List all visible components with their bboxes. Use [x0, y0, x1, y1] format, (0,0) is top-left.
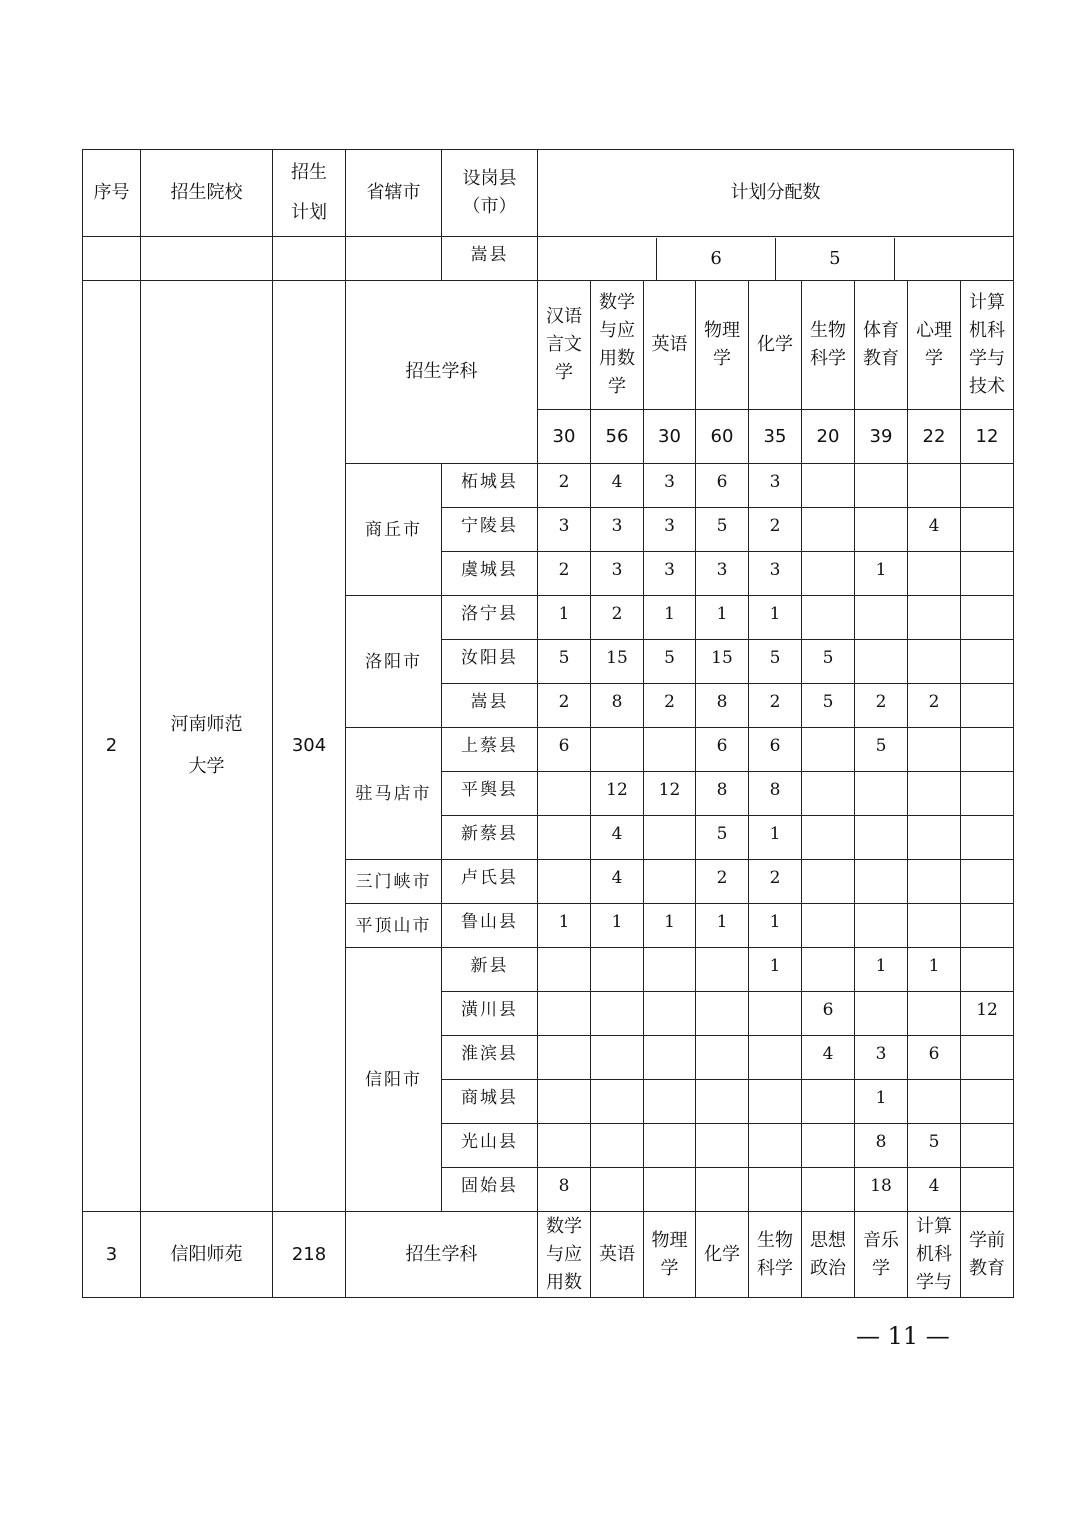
allocation-value [908, 992, 961, 1036]
allocation-value: 5 [644, 640, 696, 684]
allocation-value: 3 [644, 508, 696, 552]
allocation-value [644, 1124, 696, 1168]
allocation-value: 2 [538, 464, 591, 508]
subject-line: 化学 [704, 1243, 740, 1265]
allocation-value: 1 [855, 1080, 908, 1124]
allocation-value [591, 1168, 644, 1212]
county-cell: 汝阳县 [442, 640, 538, 684]
allocation-value [644, 1080, 696, 1124]
subject-line: 计算 [916, 1215, 952, 1237]
subject-line: 化学 [757, 334, 793, 355]
subject-line: 教育 [863, 348, 899, 369]
allocation-value [908, 552, 961, 596]
school2-subject-label: 招生学科 [346, 281, 538, 464]
allocation-value: 5 [696, 816, 749, 860]
allocation-value: 1 [749, 596, 802, 640]
allocation-value [749, 1168, 802, 1212]
school2-seq: 2 [83, 281, 141, 1212]
allocation-value [591, 728, 644, 772]
subject-line: 学 [660, 1257, 679, 1279]
allocation-value: 8 [696, 772, 749, 816]
allocation-value [538, 1036, 591, 1080]
subject-line: 学 [713, 348, 731, 369]
school3-row [83, 1212, 1014, 1298]
allocation-value [538, 772, 591, 816]
school2-subject-row [83, 281, 1014, 410]
header-seq: 序号 [83, 150, 141, 237]
allocation-value [538, 992, 591, 1036]
school3-subject-label: 招生学科 [346, 1212, 538, 1298]
subject-line: 计算 [969, 292, 1005, 313]
allocation-value: 4 [908, 1168, 961, 1212]
subject-header [855, 1212, 908, 1298]
subject-line: 思想 [810, 1229, 846, 1251]
allocation-value: 6 [696, 728, 749, 772]
subject-line: 物理 [651, 1229, 688, 1251]
allocation-value [855, 992, 908, 1036]
subject-line: 学与 [916, 1271, 952, 1293]
allocation-value: 4 [591, 860, 644, 904]
allocation-value: 2 [855, 684, 908, 728]
allocation-value: 4 [802, 1036, 855, 1080]
subject-total: 12 [961, 410, 1014, 464]
subject-line: 英语 [651, 334, 688, 355]
subject-total: 22 [908, 410, 961, 464]
subject-line: 与应 [599, 320, 635, 341]
subject-line: 学与 [969, 348, 1005, 369]
header-county-line2: （市） [462, 196, 517, 217]
allocation-value [855, 860, 908, 904]
allocation-value [802, 772, 855, 816]
school3-plan: 218 [273, 1212, 346, 1298]
subject-total: 35 [749, 410, 802, 464]
carryover-county: 嵩县 [442, 237, 538, 281]
carryover-school-cell [141, 237, 273, 281]
subject-line: 技术 [969, 376, 1005, 397]
subject-line: 体育 [863, 320, 899, 341]
allocation-value: 4 [591, 464, 644, 508]
subject-header [538, 281, 591, 410]
allocation-value [961, 816, 1014, 860]
allocation-value: 6 [696, 464, 749, 508]
allocation-value: 3 [749, 552, 802, 596]
city-cell: 平顶山市 [346, 904, 442, 948]
carryover-row [83, 237, 1014, 281]
allocation-value: 1 [538, 904, 591, 948]
county-cell: 嵩县 [442, 684, 538, 728]
allocation-value [538, 860, 591, 904]
allocation-value: 1 [749, 904, 802, 948]
header-city: 省辖市 [346, 150, 442, 237]
allocation-value: 5 [749, 640, 802, 684]
allocation-value [961, 464, 1014, 508]
allocation-value: 4 [591, 816, 644, 860]
page-number: — 11 — [856, 1322, 950, 1350]
subject-line: 用数 [546, 1271, 582, 1293]
allocation-value: 1 [749, 816, 802, 860]
allocation-value: 6 [802, 992, 855, 1036]
county-cell: 淮滨县 [442, 1036, 538, 1080]
subject-header [961, 281, 1014, 410]
allocation-value [802, 860, 855, 904]
allocation-value [696, 1036, 749, 1080]
allocation-value [908, 640, 961, 684]
header-plan-line2: 计划 [291, 202, 327, 223]
subject-line: 英语 [599, 1243, 635, 1265]
allocation-value: 18 [855, 1168, 908, 1212]
allocation-value [908, 728, 961, 772]
school2-name [141, 281, 273, 1212]
allocation-value [908, 596, 961, 640]
allocation-value: 3 [644, 464, 696, 508]
subject-header [696, 281, 749, 410]
subject-line: 与应 [546, 1243, 582, 1265]
subject-line: 机科 [916, 1243, 952, 1265]
allocation-value [855, 640, 908, 684]
allocation-value: 1 [696, 596, 749, 640]
allocation-value: 12 [961, 992, 1014, 1036]
subject-line: 政治 [810, 1257, 846, 1279]
subject-total: 39 [855, 410, 908, 464]
allocation-value: 3 [538, 508, 591, 552]
county-cell: 光山县 [442, 1124, 538, 1168]
subject-header [644, 1212, 696, 1298]
header-allocation: 计划分配数 [538, 150, 1014, 237]
allocation-value [908, 464, 961, 508]
allocation-value [855, 596, 908, 640]
allocation-value [538, 816, 591, 860]
subject-line: 心理 [916, 320, 952, 341]
county-cell: 平舆县 [442, 772, 538, 816]
allocation-value [538, 1124, 591, 1168]
subject-header [749, 281, 802, 410]
allocation-value: 1 [644, 904, 696, 948]
allocation-value [802, 1080, 855, 1124]
allocation-value: 2 [644, 684, 696, 728]
allocation-value [855, 508, 908, 552]
allocation-value: 1 [908, 948, 961, 992]
carryover-value: 5 [776, 238, 895, 280]
subject-header [749, 1212, 802, 1298]
allocation-value: 2 [749, 508, 802, 552]
allocation-value: 8 [749, 772, 802, 816]
allocation-value [749, 1036, 802, 1080]
county-cell: 卢氏县 [442, 860, 538, 904]
allocation-value: 15 [696, 640, 749, 684]
subject-line: 学 [872, 1257, 890, 1279]
allocation-value: 2 [591, 596, 644, 640]
allocation-value [749, 1124, 802, 1168]
county-cell: 新蔡县 [442, 816, 538, 860]
carryover-values [538, 238, 1013, 280]
subject-line: 学 [925, 348, 943, 369]
allocation-value [802, 1168, 855, 1212]
subject-line: 学前 [969, 1229, 1005, 1251]
allocation-value: 2 [749, 860, 802, 904]
carryover-plan-cell [273, 237, 346, 281]
allocation-value: 5 [802, 684, 855, 728]
allocation-value [908, 1080, 961, 1124]
allocation-value: 3 [591, 552, 644, 596]
subject-total: 30 [538, 410, 591, 464]
header-row [83, 150, 1014, 237]
subject-line: 机科 [969, 320, 1005, 341]
allocation-value [591, 948, 644, 992]
allocation-value [802, 904, 855, 948]
allocation-value: 6 [749, 728, 802, 772]
school2-plan: 304 [273, 281, 346, 1212]
allocation-value: 2 [538, 684, 591, 728]
subject-line: 科学 [757, 1257, 793, 1279]
carryover-value [894, 238, 1013, 280]
allocation-value [802, 508, 855, 552]
allocation-value [749, 1080, 802, 1124]
allocation-value [961, 1124, 1014, 1168]
header-plan [273, 150, 346, 237]
subject-line: 言文 [546, 334, 582, 355]
allocation-value [749, 992, 802, 1036]
county-cell: 洛宁县 [442, 596, 538, 640]
subject-header [802, 281, 855, 410]
county-cell: 鲁山县 [442, 904, 538, 948]
allocation-value [961, 596, 1014, 640]
city-cell: 驻马店市 [346, 728, 442, 860]
allocation-value [855, 464, 908, 508]
allocation-value: 8 [696, 684, 749, 728]
allocation-value: 5 [855, 728, 908, 772]
allocation-value: 2 [696, 860, 749, 904]
allocation-value: 12 [644, 772, 696, 816]
allocation-value: 6 [908, 1036, 961, 1080]
allocation-value [696, 992, 749, 1036]
county-cell: 柘城县 [442, 464, 538, 508]
subject-header [802, 1212, 855, 1298]
allocation-value [961, 948, 1014, 992]
allocation-value [961, 1168, 1014, 1212]
subject-line: 汉语 [546, 306, 582, 327]
subject-line: 学 [555, 362, 573, 383]
county-cell: 商城县 [442, 1080, 538, 1124]
subject-header [961, 1212, 1014, 1298]
allocation-value [696, 1168, 749, 1212]
subject-line: 生物 [757, 1229, 793, 1251]
subject-line: 教育 [969, 1257, 1005, 1279]
allocation-value [644, 1036, 696, 1080]
allocation-value [961, 728, 1014, 772]
allocation-value: 8 [538, 1168, 591, 1212]
allocation-value [538, 948, 591, 992]
allocation-value: 6 [538, 728, 591, 772]
school3-name: 信阳师苑 [141, 1212, 273, 1298]
school3-seq: 3 [83, 1212, 141, 1298]
allocation-value [961, 904, 1014, 948]
allocation-value [696, 948, 749, 992]
allocation-value: 12 [591, 772, 644, 816]
allocation-value [802, 1124, 855, 1168]
subject-header [591, 1212, 644, 1298]
allocation-value: 5 [696, 508, 749, 552]
carryover-city-cell [346, 237, 442, 281]
allocation-value [961, 772, 1014, 816]
allocation-value: 1 [749, 948, 802, 992]
allocation-value: 3 [696, 552, 749, 596]
carryover-value: 6 [657, 238, 776, 280]
header-school: 招生院校 [141, 150, 273, 237]
allocation-value [961, 1080, 1014, 1124]
allocation-value [538, 1080, 591, 1124]
subject-header [908, 281, 961, 410]
allocation-value [908, 860, 961, 904]
city-cell: 三门峡市 [346, 860, 442, 904]
subject-line: 用数 [599, 348, 635, 369]
subject-line: 物理 [704, 320, 740, 341]
carryover-values-cell [538, 237, 1014, 281]
allocation-value [802, 948, 855, 992]
allocation-value [802, 464, 855, 508]
allocation-value [802, 816, 855, 860]
allocation-value: 1 [855, 552, 908, 596]
allocation-value: 2 [538, 552, 591, 596]
subject-header [855, 281, 908, 410]
allocation-value [802, 596, 855, 640]
allocation-value [644, 860, 696, 904]
county-cell: 新县 [442, 948, 538, 992]
allocation-value: 4 [908, 508, 961, 552]
allocation-value: 5 [802, 640, 855, 684]
carryover-seq-cell [83, 237, 141, 281]
allocation-value [591, 1080, 644, 1124]
allocation-value: 3 [855, 1036, 908, 1080]
allocation-value [591, 992, 644, 1036]
subject-header [696, 1212, 749, 1298]
subject-header [908, 1212, 961, 1298]
allocation-value: 1 [644, 596, 696, 640]
school2-name-line2: 大学 [188, 756, 225, 777]
allocation-value: 3 [591, 508, 644, 552]
subject-total: 60 [696, 410, 749, 464]
subject-total: 30 [644, 410, 696, 464]
allocation-value: 2 [908, 684, 961, 728]
city-cell: 洛阳市 [346, 596, 442, 728]
allocation-value: 3 [644, 552, 696, 596]
allocation-value: 8 [855, 1124, 908, 1168]
allocation-value [802, 728, 855, 772]
county-cell: 上蔡县 [442, 728, 538, 772]
allocation-value [908, 772, 961, 816]
allocation-value [644, 992, 696, 1036]
allocation-value: 5 [908, 1124, 961, 1168]
allocation-value [591, 1036, 644, 1080]
county-cell: 宁陵县 [442, 508, 538, 552]
allocation-value: 3 [749, 464, 802, 508]
allocation-value [961, 860, 1014, 904]
allocation-value [961, 552, 1014, 596]
allocation-value [802, 552, 855, 596]
allocation-value [591, 1124, 644, 1168]
allocation-table [82, 149, 1014, 1298]
county-cell: 固始县 [442, 1168, 538, 1212]
allocation-value [961, 684, 1014, 728]
allocation-value [644, 948, 696, 992]
allocation-value: 2 [749, 684, 802, 728]
subject-line: 科学 [810, 348, 846, 369]
allocation-value [644, 816, 696, 860]
allocation-value [855, 816, 908, 860]
subject-header [591, 281, 644, 410]
subject-total: 20 [802, 410, 855, 464]
header-county-line1: 设岗县 [462, 168, 517, 189]
city-cell: 信阳市 [346, 948, 442, 1212]
school2-name-line1: 河南师范 [170, 714, 243, 735]
subject-line: 音乐 [863, 1229, 899, 1251]
allocation-value: 1 [591, 904, 644, 948]
allocation-value: 15 [591, 640, 644, 684]
allocation-value [961, 1036, 1014, 1080]
subject-line: 数学 [599, 292, 635, 313]
subject-line: 学 [608, 376, 626, 397]
allocation-value: 1 [696, 904, 749, 948]
allocation-value [644, 1168, 696, 1212]
county-cell: 潢川县 [442, 992, 538, 1036]
allocation-value [855, 904, 908, 948]
allocation-value [908, 816, 961, 860]
subject-line: 数学 [546, 1215, 582, 1237]
allocation-value [696, 1124, 749, 1168]
allocation-value [961, 508, 1014, 552]
allocation-value: 1 [855, 948, 908, 992]
allocation-value [696, 1080, 749, 1124]
allocation-value [961, 640, 1014, 684]
allocation-value: 1 [538, 596, 591, 640]
subject-total: 56 [591, 410, 644, 464]
carryover-value [538, 238, 657, 280]
allocation-value [644, 728, 696, 772]
subject-header [538, 1212, 591, 1298]
city-cell: 商丘市 [346, 464, 442, 596]
county-cell: 虞城县 [442, 552, 538, 596]
subject-header [644, 281, 696, 410]
allocation-value: 8 [591, 684, 644, 728]
allocation-value: 5 [538, 640, 591, 684]
allocation-value [855, 772, 908, 816]
header-county [442, 150, 538, 237]
header-plan-line1: 招生 [291, 162, 327, 183]
allocation-value [908, 904, 961, 948]
subject-line: 生物 [810, 320, 846, 341]
